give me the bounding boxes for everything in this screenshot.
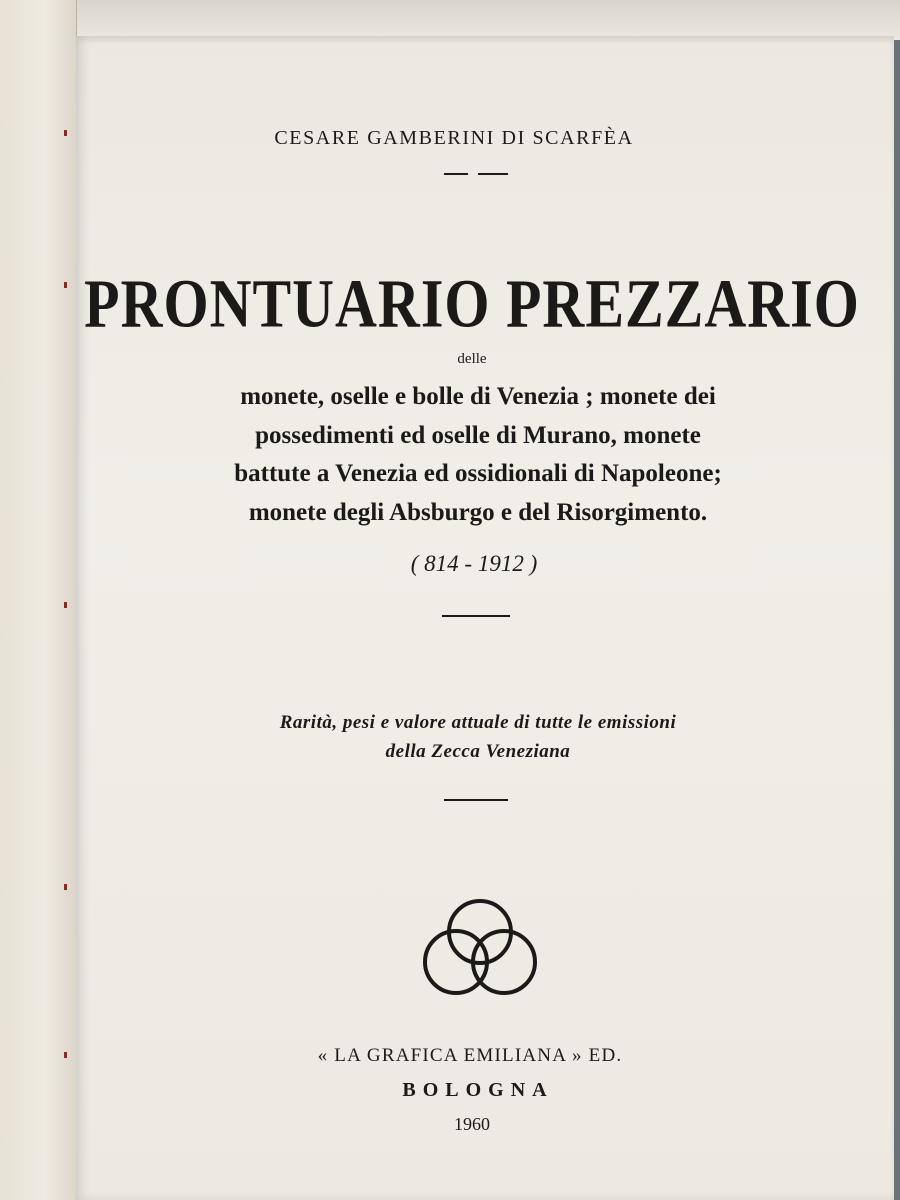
subtitle-line: possedimenti ed oselle di Murano, monete bbox=[255, 421, 701, 449]
publication-year: 1960 bbox=[454, 1114, 490, 1134]
book-title: PRONTUARIO PREZZARIO bbox=[84, 265, 860, 342]
title-connector: delle bbox=[457, 351, 487, 367]
divider-rule bbox=[442, 615, 510, 617]
author-name: CESARE GAMBERINI DI SCARFÈA bbox=[274, 127, 634, 149]
title-page bbox=[76, 36, 894, 1200]
subtitle-line: battute a Venezia ed ossidionali di Napoleone; bbox=[234, 460, 722, 487]
page-top-edge bbox=[0, 0, 900, 40]
binding-thread bbox=[64, 884, 67, 890]
subtitle-line: monete, oselle e bolle di Venezia ; monete dei bbox=[240, 383, 716, 410]
binding-thread bbox=[64, 602, 67, 608]
divider-rule bbox=[478, 173, 508, 175]
divider-rule bbox=[444, 173, 468, 175]
description-line: della Zecca Veneziana bbox=[385, 741, 571, 762]
publication-city: BOLOGNA bbox=[402, 1079, 554, 1101]
date-range: ( 814 - 1912 ) bbox=[410, 551, 538, 576]
description-line: Rarità, pesi e valore attuale di tutte le emissioni bbox=[279, 712, 677, 733]
left-page-edge bbox=[0, 0, 77, 1200]
publisher-name: « LA GRAFICA EMILIANA » ED. bbox=[317, 1045, 623, 1066]
divider-rule bbox=[444, 799, 508, 801]
book-subtitle bbox=[28, 378, 900, 532]
subtitle-line: monete degli Absburgo e del Risorgimento. bbox=[248, 498, 708, 526]
book-description bbox=[28, 708, 900, 766]
three-interlocking-rings-icon bbox=[420, 896, 540, 1000]
